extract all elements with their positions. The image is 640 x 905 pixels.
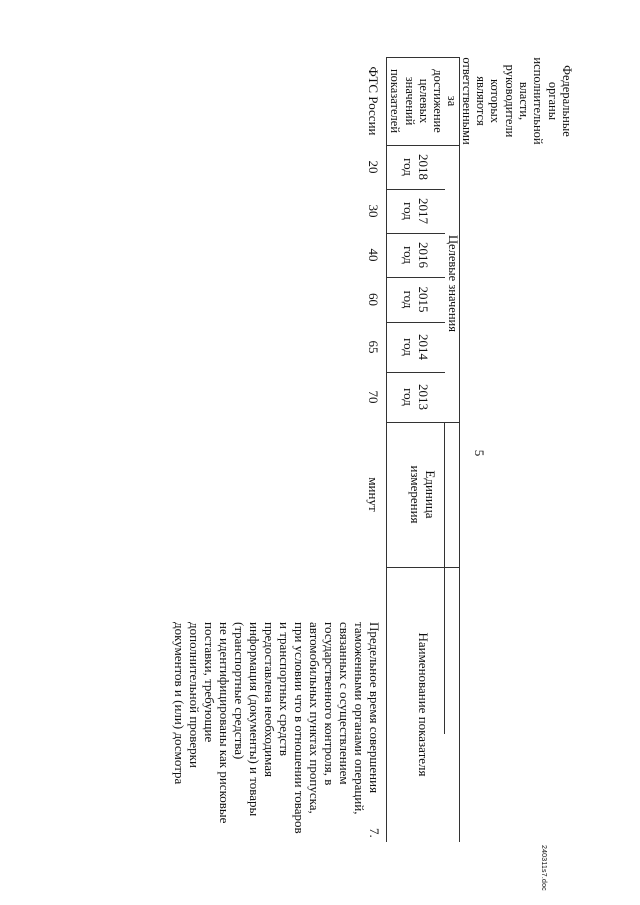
header-year-2015: 2015 год [401, 286, 431, 313]
value-2018: 20 [366, 160, 382, 174]
page-number: 5 [472, 449, 487, 457]
header-unit: Единица измерения [408, 465, 439, 524]
header-year-2018: 2018 год [401, 154, 431, 180]
value-2017: 30 [366, 204, 382, 218]
value-2013: 70 [366, 390, 382, 404]
header-indicator-name: Наименование показателя [416, 632, 431, 777]
value-2015: 60 [366, 293, 382, 306]
header-year-2013: 2013 год [401, 384, 431, 410]
unit-value: минут [366, 477, 382, 512]
indicator-description: Предельное время совершения таможенными органами операций, связанных с осуществлением государственного контроля, в автомобильных пунктах пропуска, при условии что в отношении товаров и транспортных средств предоставлена необходимая информация (документы) и товары (транспортные средства) не идентифицированы как рисковые поставки, требующие дополнительной проверки документов и (или) досмотра [172, 622, 382, 834]
footer-filename: 240311s7.doc [540, 845, 547, 891]
value-2016: 40 [366, 248, 382, 262]
header-year-2014: 2014 год [401, 334, 431, 360]
header-year-2017: 2017 год [401, 198, 431, 224]
value-2014: 65 [366, 340, 382, 354]
header-year-2016: 2016 год [401, 242, 431, 268]
responsible-agency: ФТС России [366, 66, 382, 136]
header-responsible-agencies: Федеральные органы исполнительной власти, руководители которых являются ответственными за достижение целевых значений показателей [388, 57, 574, 145]
row-number: 7. [367, 828, 382, 838]
header-target-values: Целевые значения [446, 235, 460, 332]
